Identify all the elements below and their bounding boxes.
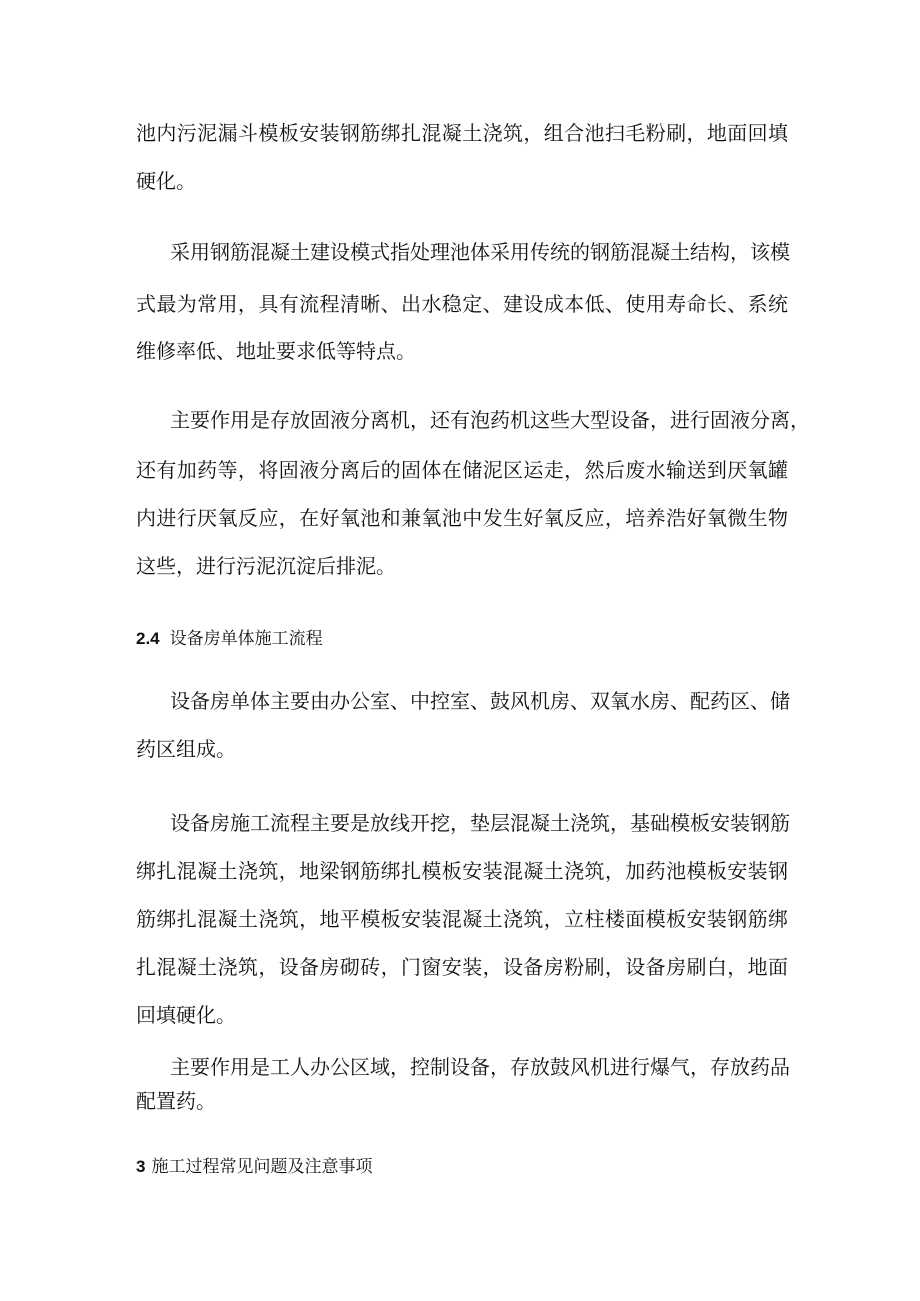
paragraph-line: 主要作用是存放固液分离机，还有泡药机这些大型设备，进行固液分离， [170, 408, 810, 432]
section-number: 3 [136, 1157, 146, 1176]
paragraph-line: 扎混凝土浇筑，设备房砌砖，门窗安装，设备房粉刷，设备房刷白，地面 [136, 955, 788, 979]
paragraph-line: 这些，进行污泥沉淀后排泥。 [136, 554, 396, 578]
paragraph-line: 内进行厌氧反应，在好氧池和兼氧池中发生好氧反应，培养浩好氧微生物 [136, 506, 788, 530]
section-title: 设备房单体施工流程 [169, 629, 323, 649]
paragraph-line: 硬化。 [136, 169, 196, 193]
paragraph-line: 式最为常用，具有流程清晰、出水稳定、建设成本低、使用寿命长、系统 [136, 292, 788, 316]
paragraph-line: 设备房单体主要由办公室、中控室、鼓风机房、双氧水房、配药区、储 [170, 689, 790, 713]
section-title: 施工过程常见问题及注意事项 [151, 1157, 373, 1177]
paragraph-line: 回填硬化。 [136, 1003, 236, 1027]
section-number: 2.4 [136, 629, 160, 648]
paragraph-line: 药区组成。 [136, 737, 236, 761]
paragraph-line: 还有加药等，将固液分离后的固体在储泥区运走，然后废水输送到厌氧罐 [136, 458, 788, 482]
section-heading [136, 1154, 372, 1180]
paragraph-line: 维修率低、地址要求低等特点。 [136, 339, 416, 363]
paragraph-line: 绑扎混凝土浇筑，地梁钢筋绑扎模板安装混凝土浇筑，加药池模板安装钢 [136, 859, 788, 883]
paragraph-line: 设备房施工流程主要是放线开挖，垫层混凝土浇筑，基础模板安装钢筋 [170, 811, 790, 835]
paragraph-line: 池内污泥漏斗模板安装钢筋绑扎混凝土浇筑，组合池扫毛粉刷，地面回填 [136, 121, 788, 145]
paragraph-line: 采用钢筋混凝土建设模式指处理池体采用传统的钢筋混凝土结构，该模 [170, 240, 790, 264]
section-heading [136, 626, 323, 652]
paragraph-line: 配置药。 [136, 1089, 216, 1113]
paragraph-line: 主要作用是工人办公区域，控制设备，存放鼓风机进行爆气，存放药品 [170, 1055, 790, 1079]
paragraph-line: 筋绑扎混凝土浇筑，地平模板安装混凝土浇筑，立柱楼面模板安装钢筋绑 [136, 907, 788, 931]
